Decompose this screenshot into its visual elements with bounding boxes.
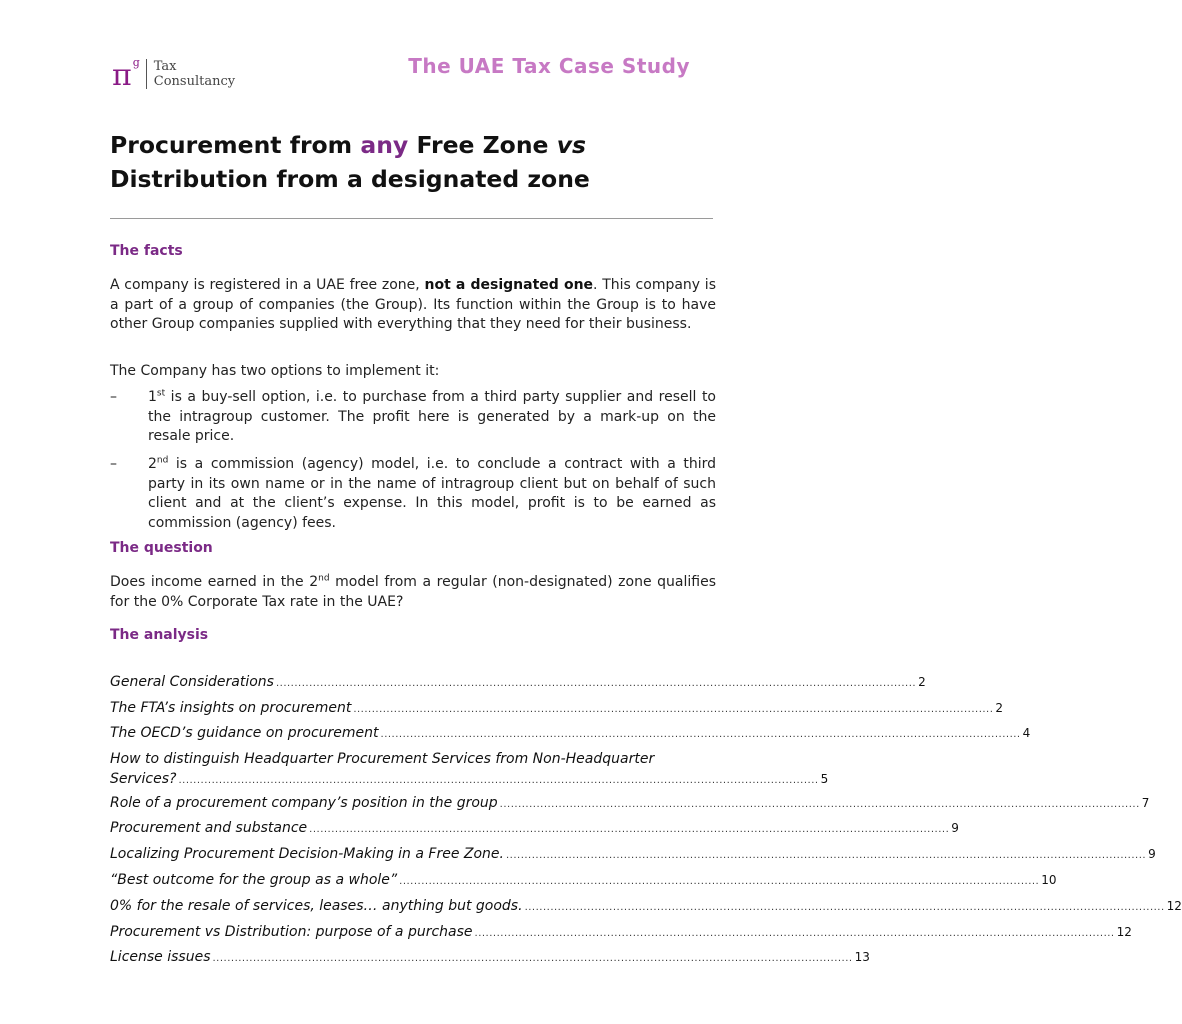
facts-p1-text-b: . This company is a part of a group of companies (the Group). Its function within the Group is to have other Group companies supplied with everything that they need for their business. xyxy=(110,277,716,332)
toc-entry[interactable] xyxy=(110,698,1004,720)
question-text-a: Does income earned in the 2 xyxy=(110,574,319,590)
facts-paragraph-1 xyxy=(110,276,716,335)
toc-page-number: 4 xyxy=(1022,726,1031,740)
toc-entry-label: The FTA’s insights on procurement xyxy=(110,700,352,716)
option-1-sup: st xyxy=(156,388,166,399)
facts-p1-text-a: A company is registered in a UAE free zone, xyxy=(110,277,425,293)
option-1-item xyxy=(110,388,716,447)
toc-leader-dots: .............................................................................................................................................................................. xyxy=(275,678,917,689)
toc-entry-label: General Considerations xyxy=(110,674,274,690)
option-2-sup: nd xyxy=(156,455,169,466)
logo xyxy=(112,56,235,92)
toc-entry-label: How to distinguish Headquarter Procurement Services from Non-Headquarter xyxy=(110,751,655,767)
toc-entry[interactable] xyxy=(110,672,926,694)
facts-paragraph-2: The Company has two options to implement it: xyxy=(110,363,440,379)
logo-pi-symbol: π xyxy=(112,58,132,93)
logo-divider xyxy=(146,59,147,89)
case-study-title: The UAE Tax Case Study xyxy=(408,54,690,78)
logo-superscript: g xyxy=(132,55,140,69)
logo-line-1: Tax xyxy=(153,59,177,74)
toc-leader-dots: .............................................................................................................................................................................. xyxy=(499,799,1140,810)
toc-leader-dots: .............................................................................................................................................................................. xyxy=(524,902,1165,913)
toc-entry-label-continued: Services? xyxy=(110,771,177,787)
toc-leader-dots: .............................................................................................................................................................................. xyxy=(474,928,1115,939)
toc-entry[interactable] xyxy=(110,723,1031,745)
document-title xyxy=(110,128,670,196)
toc-page-number: 10 xyxy=(1041,873,1057,887)
toc-leader-dots: .............................................................................................................................................................................. xyxy=(399,876,1040,887)
toc-entry[interactable] xyxy=(110,896,1182,918)
toc-entry-label: 0% for the resale of services, leases… anything but goods. xyxy=(110,898,523,914)
title-italic: vs xyxy=(556,131,586,159)
heading-analysis: The analysis xyxy=(110,627,209,643)
option-1-body: is a buy-sell option, i.e. to purchase from a third party supplier and resell to the intragroup customer. The profit here is generated by a mark-up on the resale price. xyxy=(148,389,716,444)
toc-entry[interactable] xyxy=(110,818,959,840)
toc-leader-dots: .............................................................................................................................................................................. xyxy=(353,704,994,715)
option-1-text xyxy=(148,388,716,447)
toc-page-number: 5 xyxy=(820,772,829,786)
toc-entry-label: Procurement vs Distribution: purpose of a purchase xyxy=(110,924,473,940)
title-divider xyxy=(110,218,713,219)
toc-leader-dots: .............................................................................................................................................................................. xyxy=(380,729,1021,740)
bullet-dash: – xyxy=(110,456,117,472)
title-accent: any xyxy=(360,131,409,159)
toc-page-number: 9 xyxy=(1148,847,1156,861)
toc-entry-label: License issues xyxy=(110,949,211,965)
option-2-text xyxy=(148,455,716,533)
toc-leader-dots: .............................................................................................................................................................................. xyxy=(505,850,1147,861)
toc-leader-dots: .............................................................................................................................................................................. xyxy=(212,953,853,964)
title-part-2: Free Zone xyxy=(408,131,557,159)
toc-entry-label: Localizing Procurement Decision-Making in a Free Zone. xyxy=(110,846,504,862)
toc-entry[interactable] xyxy=(110,922,1132,944)
heading-question: The question xyxy=(110,540,213,556)
toc-entry-label: Role of a procurement company’s position in the group xyxy=(110,795,498,811)
toc-page-number: 12 xyxy=(1166,899,1182,913)
toc-entry[interactable] xyxy=(110,947,870,969)
title-line-2: Distribution from a designated zone xyxy=(110,165,590,193)
option-1-number: 1 xyxy=(148,389,157,405)
option-2-item xyxy=(110,455,716,533)
logo-line-2: Consultancy xyxy=(153,74,236,89)
toc-page-number: 2 xyxy=(995,701,1004,715)
toc-page-number: 2 xyxy=(918,675,926,689)
toc-entry-label: Procurement and substance xyxy=(110,820,308,836)
toc-page-number: 9 xyxy=(951,821,959,835)
question-text-b: model from a regular (non-designated) zone qualifies for the 0% Corporate Tax rate in the UAE? xyxy=(110,574,716,610)
question-sup: nd xyxy=(318,573,330,584)
bullet-dash: – xyxy=(110,389,117,405)
toc-entry[interactable] xyxy=(110,844,1156,866)
toc-leader-dots: .............................................................................................................................................................................. xyxy=(309,824,950,835)
toc-entry[interactable] xyxy=(110,749,829,791)
toc-entry-label: “Best outcome for the group as a whole” xyxy=(110,872,398,888)
toc-entry[interactable] xyxy=(110,870,1057,892)
logo-text xyxy=(154,59,235,89)
facts-p1-bold: not a designated one xyxy=(424,277,594,293)
option-2-number: 2 xyxy=(148,456,157,472)
toc-page-number: 7 xyxy=(1141,796,1150,810)
heading-facts: The facts xyxy=(110,243,183,259)
title-part-1: Procurement from xyxy=(110,131,361,159)
question-paragraph xyxy=(110,573,716,612)
option-2-body: is a commission (agency) model, i.e. to conclude a contract with a third party in its own name or in the name of intragroup client but on behalf of such client and at the client’s expense. In this model, profit is to be earned as commission (agency) fees. xyxy=(148,456,716,531)
toc-page-number: 12 xyxy=(1116,925,1132,939)
toc-leader-dots: .............................................................................................................................................................................. xyxy=(178,775,819,786)
toc-entry[interactable] xyxy=(110,793,1150,815)
toc-entry-label: The OECD’s guidance on procurement xyxy=(110,725,379,741)
toc-page-number: 13 xyxy=(854,950,870,964)
